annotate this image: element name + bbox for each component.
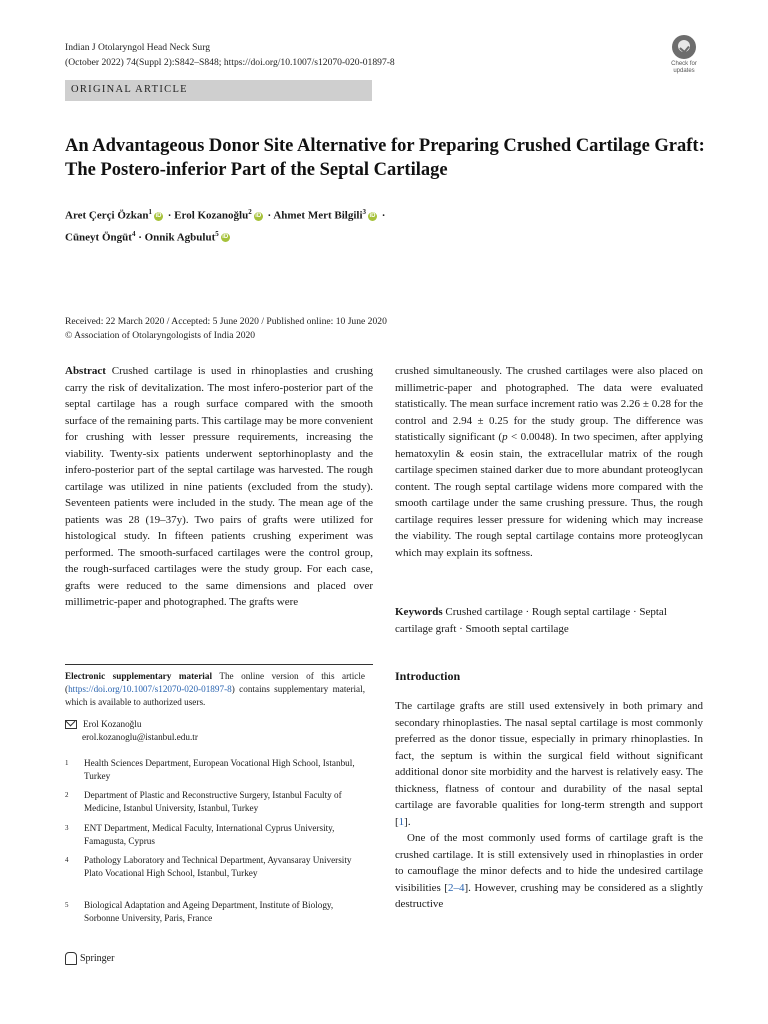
affiliation-item: 5 Biological Adaptation and Ageing Department, Institute of Biology, Sorbonne University, Paris, France [65,900,334,923]
check-updates-label: Check for updates [671,61,697,74]
affiliation-ref: 1 [148,208,152,216]
publication-dates [65,315,387,343]
author-separator: · [381,209,386,222]
article-title: An Advantageous Donor Site Alternative for Preparing Crushed Cartilage Graft: The Postero-inferior Part of the Septal Cartilage [65,136,705,180]
affiliation-ref: 2 [248,208,252,216]
affiliation-item: 3 ENT Department, Medical Faculty, International Cyprus University, Famagusta, Cyprus [65,823,335,846]
author-name[interactable]: Onnik Agbulut [144,231,216,244]
introduction-heading: Introduction [395,669,461,683]
p-value-symbol: p [502,431,508,443]
affiliation-item: 4 Pathology Laboratory and Technical Department, Ayvansaray University Plato Vocational High School, Istanbul, Turkey [65,855,352,878]
author-separator: · [167,209,172,222]
copyright-line: © Association of Otolaryngologists of India 2020 [65,330,256,341]
keywords-label: Keywords [395,606,443,618]
abstract-text-part3: < 0.0048). In two specimen, after applying hematoxylin & eosin stain, the extracellular matrix of the rough cartilage specimen stained darker due to more abundant proteoglycan content. The rough septal cartilage widens more compared with the smooth cartilage under the same crushing pressure. Thus, the rough cartilage requires lesser pressure for widening which may increase the viability. The rough septal cartilage contains more proteoglycan which may explain its softness. [395,431,704,559]
author-separator: · [138,231,142,244]
keywords-text: Crushed cartilage · Rough septal cartilage · Septal cartilage graft · Smooth septal cartilage [395,606,667,635]
citation-link[interactable]: 1 [398,815,405,828]
article-type-badge [65,80,372,101]
abstract-label: Abstract [65,365,106,377]
orcid-icon[interactable]: iD [369,212,376,219]
affiliation-ref: 3 [362,208,367,216]
orcid-icon[interactable]: iD [222,234,229,241]
citation-link[interactable]: 2–4 [447,881,465,894]
intro-paragraph: The cartilage grafts are still used extensively in both primary and secondary rhinoplasties. The nasal septal cartilage is most commonly preferred as the donor tissue, especially in primary rhinoplasties. In fact, the septum is within the surgical field without significant additional donor site morbidity and the harvest is relatively easy. The thickness, flatness of contour and durability of the nasal septal cartilage are favorable qualities for long-term strength and support [1]. [395,700,703,828]
springer-horse-icon [65,952,77,965]
journal-header [65,40,395,70]
supplementary-material-note: Electronic supplementary material The online version of this article (https://doi.org/10.1007/s12070-020-01897-8) contains supplementary material, which is available to authorized users. [65,671,365,707]
check-updates-icon [672,35,696,59]
contact-email[interactable]: erol.kozanoglu@istanbul.edu.tr [82,732,198,742]
esm-label: Electronic supplementary material [65,671,212,681]
abstract-left-column [65,363,373,611]
abstract-text-part1: Crushed cartilage is used in rhinoplasties and crushing carry the risk of devitalization. The most infero-posterior part of the septal cartilage has a rough surface compared with the smooth surface of the remaining parts. This cartilage may be more convenient for crushing with lesser pressure requirements, increasing the viability. Twenty-six patients underwent septorhinoplasty and the infero-posterior part of the septal cartilage was harvested. The rough cartilage was utilized in nine patients (excluded from the study). Seventeen patients were included in the study. The mean age of the patients was 28 (19–37y). Two pairs of grafts were utilized for histological study. In fifteen patients crushing experiment was performed. The smooth-surfaced cartilages were the control group, the rough-surfaced cartilages were the study group. For each case, grafts were reduced to the same dimensions and placed over millimetric-paper and photographed. The grafts were [65,365,373,608]
doi-link[interactable]: https://doi.org/10.1007/s12070-020-01897-8 [68,683,232,694]
corresponding-author [65,718,365,744]
introduction-body [395,698,703,913]
orcid-icon[interactable]: iD [155,212,162,219]
abstract-right-column [395,363,703,561]
abstract-text-part2: crushed simultaneously. The crushed cartilages were also placed on millimetric-paper and photographed. The data were evaluated statistically. The mean surface increment ratio was 2.26 ± 0.28 for the control and 2.94 ± 0.25 for the study group. The difference was statistically significant ( [395,365,703,443]
publisher-name: Springer [80,952,115,964]
author-name[interactable]: Ahmet Mert Bilgili [273,209,363,222]
keywords [395,604,703,637]
affiliation-ref: 5 [215,229,219,238]
affiliation-item: 2 Department of Plastic and Reconstructive Surgery, Istanbul Faculty of Medicine, Istanbul University, Istanbul, Turkey [65,790,342,813]
author-name[interactable]: Cüneyt Öngüt [65,231,132,244]
contact-name: Erol Kozanoğlu [83,719,142,729]
author-list [65,203,705,246]
history-dates: Received: 22 March 2020 / Accepted: 5 June 2020 / Published online: 10 June 2020 [65,316,387,327]
affiliation-item: 1 Health Sciences Department, European Vocational High School, Istanbul, Turkey [65,758,355,781]
journal-name: Indian J Otolaryngol Head Neck Surg [65,42,211,53]
affiliation-ref: 4 [131,229,136,238]
article-type-label: ORIGINAL ARTICLE [71,84,188,95]
journal-citation: (October 2022) 74(Suppl 2):S842–S848; https://doi.org/10.1007/s12070-020-01897-8 [65,57,395,68]
author-name[interactable]: Erol Kozanoğlu [174,209,249,222]
publisher-logo [65,952,114,965]
footnote-divider [65,664,373,665]
orcid-icon[interactable]: iD [255,212,262,219]
author-name[interactable]: Aret Çerçi Özkan [65,209,149,222]
envelope-icon [65,720,77,729]
author-separator: · [267,209,272,222]
check-for-updates-button[interactable] [664,35,704,75]
intro-paragraph: One of the most commonly used forms of cartilage graft is the crushed cartilage. It is still extensively used in rhinoplasties in order to camouflage the minor defects and to hide the undesired cartilage visibilities [2–4]. However, crushing may be considered as a slightly destructive [395,832,703,910]
